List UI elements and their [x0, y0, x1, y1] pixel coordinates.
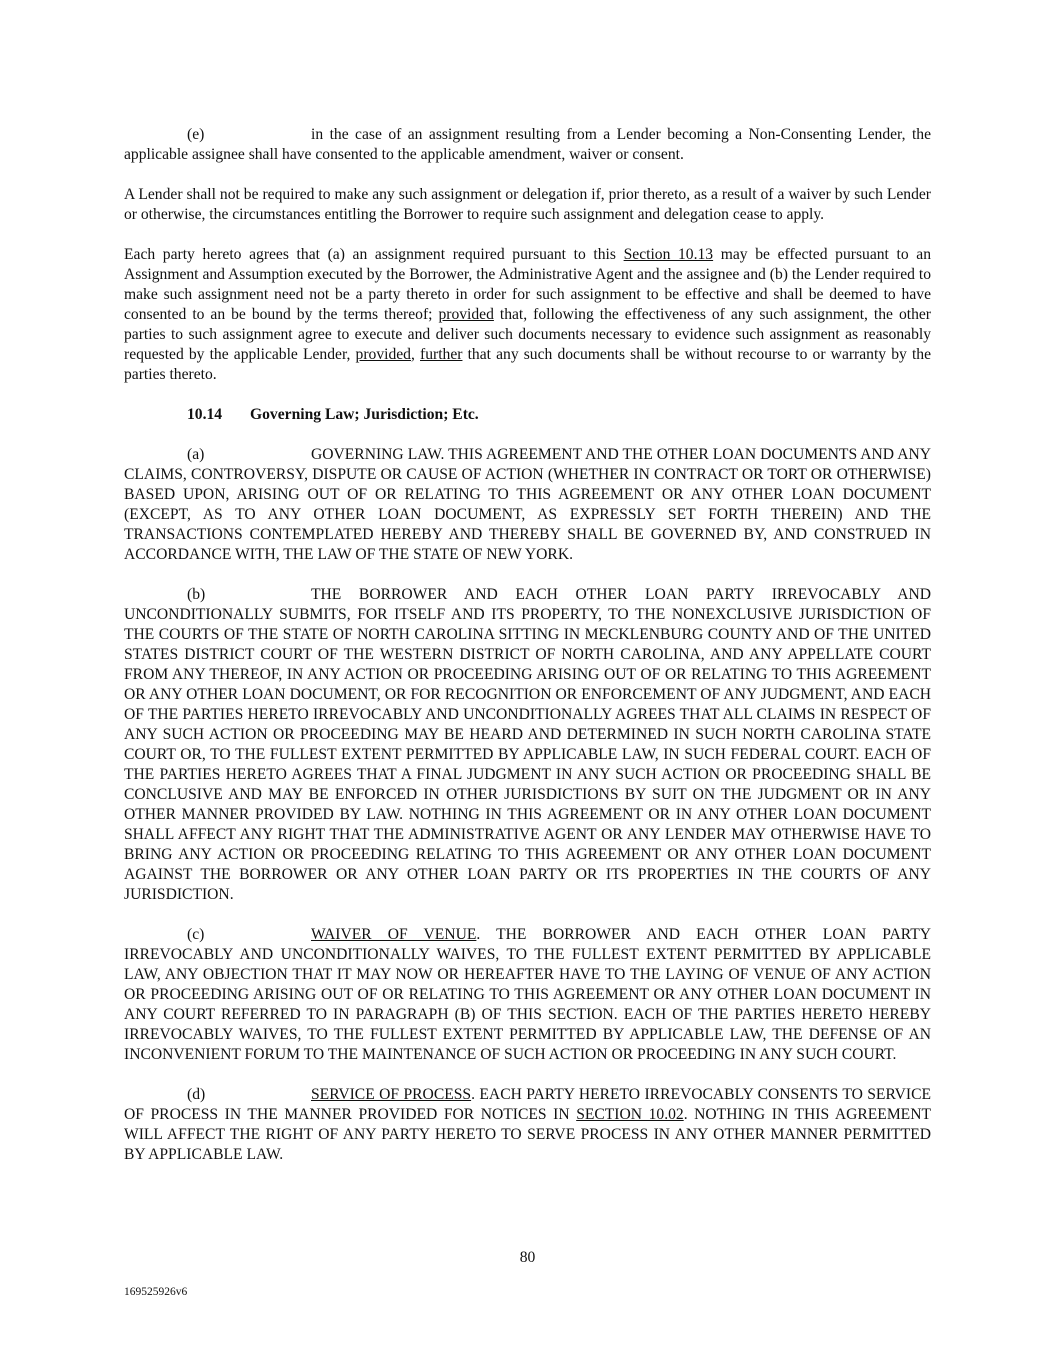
section-10-02-link[interactable]: SECTION 10.02	[576, 1106, 684, 1123]
further-term: further	[420, 346, 463, 363]
paragraph-text: GOVERNING LAW. THIS AGREEMENT AND THE OTHER LOAN DOCUMENTS AND ANY CLAIMS, CONTROVERSY, DISPUTE OR CAUSE OF ACTION (WHETHER IN CONTRACT OR TORT OR OTHERWISE) BASED UPON, ARISING OUT OF OR RELATING TO THIS AGREEMENT OR ANY OTHER LOAN DOCUMENT (EXCEPT, AS TO ANY OTHER LOAN DOCUMENT, AS EXPRESSLY SET FORTH THEREIN) AND THE TRANSACTIONS CONTEMPLATED HEREBY AND THEREBY SHALL BE GOVERNED BY, AND CONSTRUED IN ACCORDANCE WITH, THE LAW OF THE STATE OF NEW YORK.	[124, 446, 931, 563]
paragraph-b	[124, 585, 931, 905]
paragraph-lender-assignment: A Lender shall not be required to make any such assignment or delegation if, prior thereto, as a result of a waiver by such Lender or otherwise, the circumstances entitling the Borrower to require such assignment and delegation cease to apply.	[124, 186, 931, 223]
paragraph-text: in the case of an assignment resulting from a Lender becoming a Non-Consenting Lender, the applicable assignee shall have consented to the applicable amendment, waiver or consent.	[124, 126, 931, 163]
paragraph-marker: (a)	[187, 446, 205, 463]
paragraph-text: THE BORROWER AND EACH OTHER LOAN PARTY IRREVOCABLY AND UNCONDITIONALLY SUBMITS, FOR ITSELF AND ITS PROPERTY, TO THE NONEXCLUSIVE JURISDICTION OF THE COURTS OF THE STATE OF NORTH CAROLINA SITTING IN MECKLENBURG COUNTY AND OF THE UNITED STATES DISTRICT COURT OF THE WESTERN DISTRICT OF NORTH CAROLINA, AND ANY APPELLATE COURT FROM ANY THEREOF, IN ANY ACTION OR PROCEEDING ARISING OUT OF OR RELATING TO THIS AGREEMENT OR ANY OTHER LOAN DOCUMENT, OR FOR RECOGNITION OR ENFORCEMENT OF ANY JUDGMENT, AND EACH OF THE PARTIES HERETO IRREVOCABLY AND UNCONDITIONALLY AGREES THAT ALL CLAIMS IN RESPECT OF ANY SUCH ACTION OR PROCEEDING MAY BE HEARD AND DETERMINED IN SUCH NORTH CAROLINA STATE COURT OR, TO THE FULLEST EXTENT PERMITTED BY APPLICABLE LAW, IN SUCH FEDERAL COURT. EACH OF THE PARTIES HERETO AGREES THAT A FINAL JUDGMENT IN ANY SUCH ACTION OR PROCEEDING SHALL BE CONCLUSIVE AND MAY BE ENFORCED IN OTHER JURISDICTIONS BY SUIT ON THE JUDGMENT OR IN ANY OTHER MANNER PROVIDED BY LAW. NOTHING IN THIS AGREEMENT OR IN ANY OTHER LOAN DOCUMENT SHALL AFFECT ANY RIGHT THAT THE ADMINISTRATIVE AGENT OR ANY LENDER MAY OTHERWISE HAVE TO BRING ANY ACTION OR PROCEEDING RELATING TO THIS AGREEMENT OR ANY OTHER LOAN DOCUMENT AGAINST THE BORROWER OR ANY OTHER LOAN PARTY OR ITS PROPERTIES IN THE COURTS OF ANY JURISDICTION.	[124, 586, 931, 903]
waiver-of-venue-heading: WAIVER OF VENUE	[311, 926, 477, 943]
paragraph-each-party	[124, 245, 931, 385]
document-id: 169525926v6	[124, 1286, 188, 1298]
provided-term: provided	[438, 306, 494, 323]
section-10-13-link[interactable]: Section 10.13	[623, 246, 714, 263]
section-title: Governing Law; Jurisdiction; Etc.	[250, 406, 479, 423]
paragraph-d	[124, 1085, 931, 1165]
text-run: . NOTHING IN THIS AGREEMENT WILL AFFECT THE RIGHT OF ANY PARTY HERETO TO SERVE PROCESS IN ANY OTHER MANNER PERMITTED BY APPLICABLE LAW.	[124, 1106, 931, 1163]
paragraph-text: . THE BORROWER AND EACH OTHER LOAN PARTY IRREVOCABLY AND UNCONDITIONALLY WAIVES, TO THE FULLEST EXTENT PERMITTED BY APPLICABLE LAW, ANY OBJECTION THAT IT MAY NOW OR HEREAFTER HAVE TO THE LAYING OF VENUE OF ANY ACTION OR PROCEEDING ARISING OUT OF OR RELATING TO THIS AGREEMENT OR ANY OTHER LOAN DOCUMENT IN ANY COURT REFERRED TO IN PARAGRAPH (B) OF THIS SECTION. EACH OF THE PARTIES HERETO HEREBY IRREVOCABLY WAIVES, TO THE FULLEST EXTENT PERMITTED BY APPLICABLE LAW, THE DEFENSE OF AN INCONVENIENT FORUM TO THE MAINTENANCE OF SUCH ACTION OR PROCEEDING IN ANY SUCH COURT.	[124, 926, 932, 1063]
text-run: that, following the effectiveness of any such assignment, the other parties to such assignment agree to execute and deliver such documents necessary to evidence such assignment as reasonably requested by the applicable Lender,	[124, 306, 931, 363]
paragraph-marker: (c)	[187, 926, 205, 943]
text-run: Each party hereto agrees that (a) an assignment required pursuant to this	[124, 246, 624, 263]
paragraph-e	[124, 125, 931, 165]
section-number: 10.14	[187, 406, 223, 423]
paragraph-c	[124, 925, 931, 1065]
page-number: 80	[519, 1249, 536, 1266]
provided-term: provided	[355, 346, 411, 363]
text-run: that any such documents shall be without recourse to or warranty by the parties thereto.	[124, 346, 931, 383]
paragraph-marker: (e)	[187, 126, 205, 143]
text-run: . EACH PARTY HERETO IRREVOCABLY CONSENTS TO SERVICE OF PROCESS IN THE MANNER PROVIDED FOR NOTICES IN	[124, 1086, 931, 1123]
section-heading	[124, 405, 931, 425]
text-run: ,	[410, 346, 421, 363]
text-run: may be effected pursuant to an Assignment and Assumption executed by the Borrower, the Administrative Agent and the assignee and (b) the Lender required to make such assignment need not be a party thereto in order for such assignment to be effective and shall be deemed to have consented to an be bound by the terms thereof;	[124, 246, 931, 323]
service-of-process-heading: SERVICE OF PROCESS	[311, 1086, 472, 1103]
paragraph-a	[124, 445, 931, 565]
paragraph-marker: (d)	[187, 1086, 206, 1103]
paragraph-marker: (b)	[187, 586, 206, 603]
page-body	[124, 125, 931, 1185]
